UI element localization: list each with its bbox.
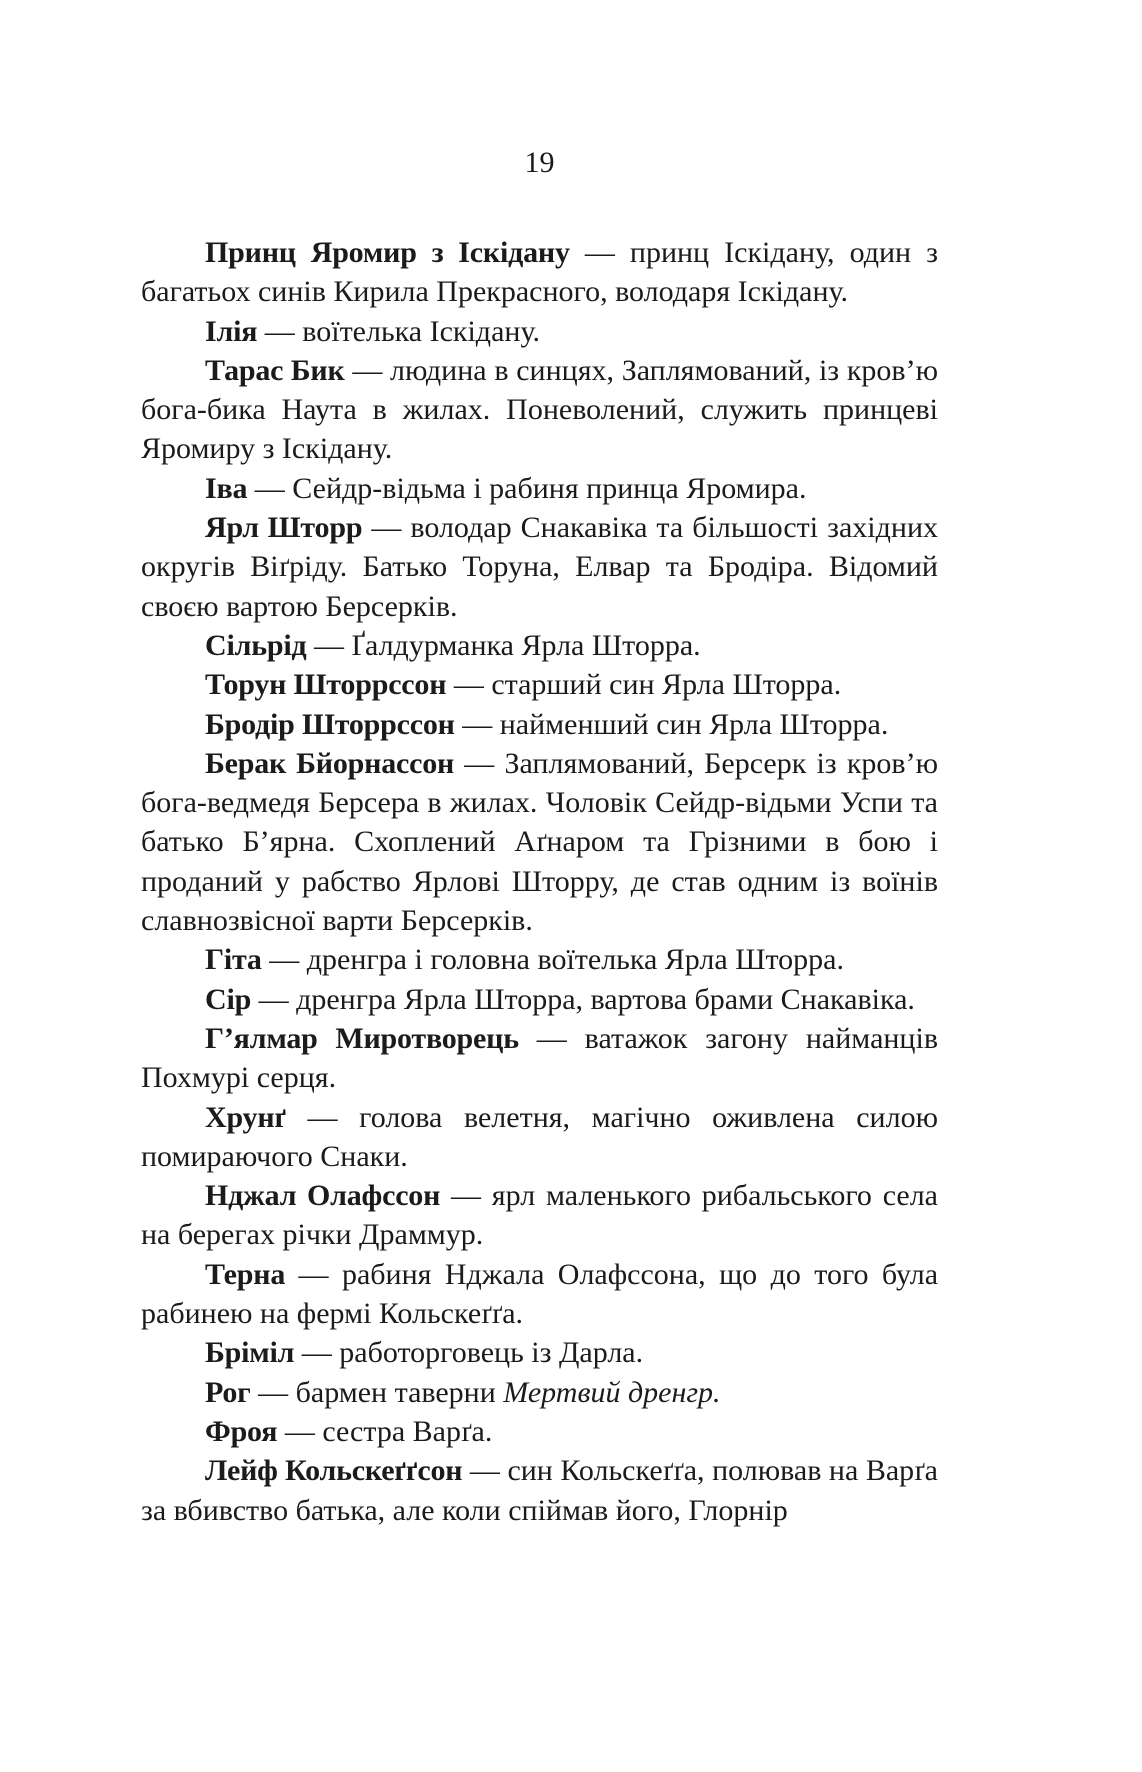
character-entry <box>141 980 938 1019</box>
description-segment: людина в синцях, Заплямований, із кров’ю бога-бика Наута в жилах. Поневолений, служить принцеві Яромиру з Іскідану. <box>141 353 938 466</box>
character-name: Бріміл <box>205 1336 295 1370</box>
description-segment: Сейдр-відьма і рабиня принца Яромира. <box>292 471 807 505</box>
entry-separator: — <box>306 628 352 662</box>
character-name: Хрунґ <box>205 1100 286 1134</box>
character-name: Фроя <box>205 1414 278 1448</box>
character-name: Берак Бйорнассон <box>205 746 455 780</box>
character-name: Гіта <box>205 943 262 977</box>
character-description <box>302 315 540 348</box>
description-segment: Ґалдурманка Ярла Шторра. <box>351 628 701 662</box>
character-entry <box>141 233 938 312</box>
character-list <box>141 233 938 1530</box>
character-description <box>296 1376 721 1409</box>
character-name: Ярл Шторр <box>205 511 363 545</box>
description-segment: дренгра і головна воїтелька Ярла Шторра. <box>306 943 844 977</box>
entry-separator: — <box>257 314 303 348</box>
character-entry <box>141 744 938 940</box>
description-segment: рабиня Нджала Олафссона, що до того була рабинею на фермі Кольскеґґа. <box>141 1257 939 1331</box>
description-segment: ватажок загону найманців Похмурі серця. <box>141 1021 938 1095</box>
entry-separator: — <box>285 1257 342 1291</box>
character-entry <box>141 1333 938 1372</box>
character-name: Торун Шторрссон <box>205 668 447 702</box>
character-entry <box>141 1176 938 1255</box>
character-description <box>292 472 806 505</box>
character-entry <box>141 508 938 626</box>
entry-separator: — <box>462 1454 508 1488</box>
character-entry <box>141 351 938 469</box>
page-number: 19 <box>524 146 555 179</box>
character-name: Ілія <box>205 314 258 348</box>
entry-separator: — <box>250 1375 296 1409</box>
character-entry <box>141 1255 938 1334</box>
character-description <box>322 1415 492 1448</box>
description-italic-segment: Мертвий дренгр. <box>503 1375 721 1409</box>
description-segment: володар Снакавіка та більшості західних округів Віґріду. Батько Торуна, Елвар та Бродіра. Відомий своєю вартою Берсерків. <box>141 511 939 623</box>
character-description <box>352 629 701 662</box>
entry-separator: — <box>569 236 630 269</box>
description-segment: работорговець із Дарла. <box>339 1336 644 1370</box>
description-segment: найменший син Ярла Шторра. <box>499 707 889 741</box>
character-name: Іва <box>205 471 248 505</box>
description-segment: син Кольскеґґа, полював на Варґа за вбивство батька, але коли спіймав його, Глорнір <box>141 1454 938 1527</box>
description-segment: бармен таверни <box>295 1375 504 1409</box>
character-entry <box>141 705 938 744</box>
character-name: Принц Яромир з Іскідану <box>205 236 570 269</box>
character-entry <box>141 940 938 979</box>
character-description <box>491 668 841 701</box>
character-entry <box>141 312 938 351</box>
description-segment: Заплямований, Берсерк із кров’ю бога-ведмедя Берсера в жилах. Чоловік Сейдр-відьми Успи та батько Б’ярна. Схоплений Аґнаром та Грізними в бою і проданий у рабство Ярлові Шторру, де став одним із воїнів славнозвісної варти Берсерків. <box>141 746 938 938</box>
character-description <box>339 1336 643 1369</box>
description-segment: сестра Варґа. <box>322 1414 493 1448</box>
character-name: Рог <box>205 1375 251 1409</box>
entry-separator: — <box>294 1336 340 1370</box>
character-entry <box>141 1451 938 1530</box>
description-segment: ярл маленького рибальського села на берегах річки Драммур. <box>141 1179 938 1252</box>
character-name: Нджал Олафссон <box>205 1179 441 1213</box>
character-entry <box>141 1098 938 1177</box>
entry-separator: — <box>247 471 293 505</box>
description-segment: старший син Ярла Шторра. <box>491 668 842 702</box>
entry-separator: — <box>251 982 297 1016</box>
character-name: Лейф Кольскеґґсон <box>205 1454 463 1488</box>
entry-separator: — <box>362 511 411 545</box>
character-entry <box>141 1373 938 1412</box>
character-name: Сір <box>205 982 252 1016</box>
entry-separator: — <box>454 746 505 780</box>
description-segment: принц Іскідану, один з багатьох синів Кирила Прекрасного, володаря Іскідану. <box>141 236 938 309</box>
entry-separator: — <box>285 1100 360 1134</box>
character-entry <box>141 469 938 508</box>
character-name: Г’ялмар Миротворець <box>205 1021 519 1055</box>
character-entry <box>141 665 938 704</box>
character-name: Бродір Шторрссон <box>205 707 455 741</box>
character-entry <box>141 626 938 665</box>
entry-separator: — <box>277 1414 323 1448</box>
character-name: Терна <box>205 1257 286 1291</box>
entry-separator: — <box>344 353 391 387</box>
entry-separator: — <box>440 1179 492 1213</box>
description-segment: дренгра Ярла Шторра, вартова брами Снакавіка. <box>296 982 915 1016</box>
character-description <box>307 943 844 976</box>
entry-separator: — <box>261 943 307 977</box>
character-entry <box>141 1019 938 1098</box>
character-description <box>500 708 889 741</box>
description-segment: голова велетня, магічно оживлена силою помираючого Снаки. <box>141 1100 938 1173</box>
character-description <box>296 983 915 1016</box>
character-name: Тарас Бик <box>205 353 345 387</box>
character-name: Сільрід <box>205 628 307 662</box>
entry-separator: — <box>454 707 500 741</box>
entry-separator: — <box>446 668 492 702</box>
entry-separator: — <box>518 1021 585 1055</box>
description-segment: воїтелька Іскідану. <box>302 314 540 348</box>
character-entry <box>141 1412 938 1451</box>
